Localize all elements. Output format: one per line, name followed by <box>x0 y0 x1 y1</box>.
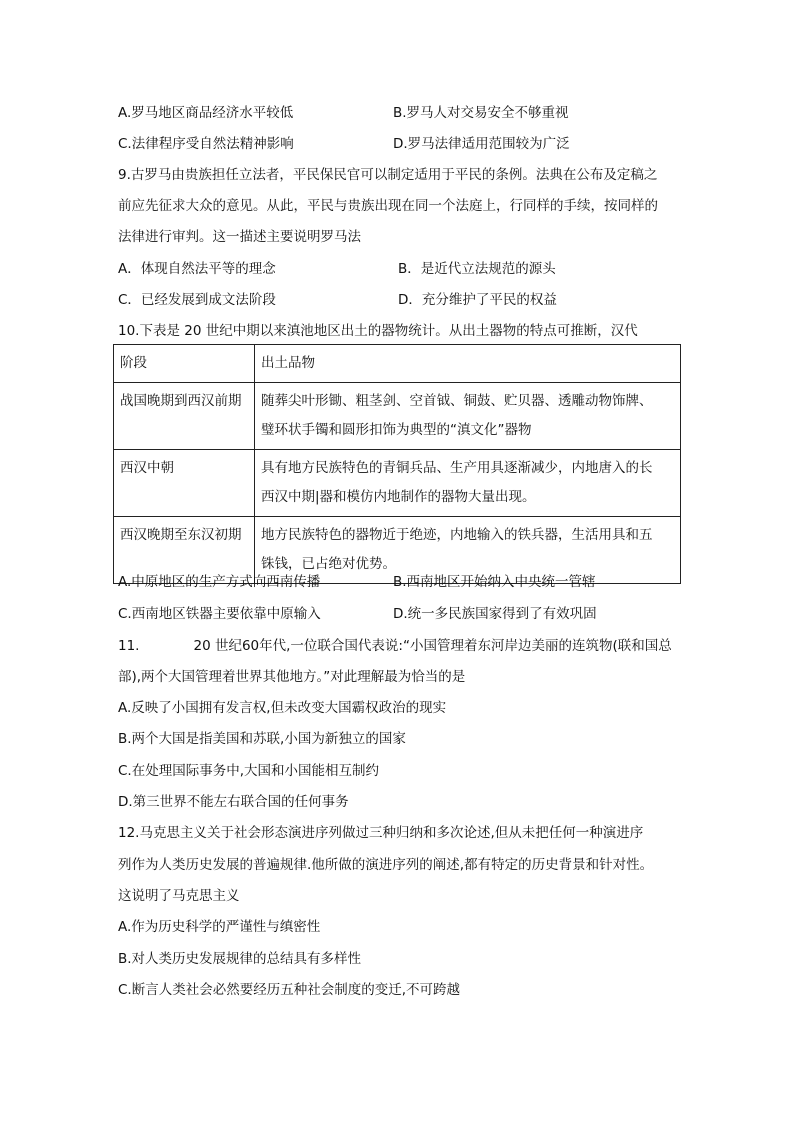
artifact-table <box>113 344 681 584</box>
q9-option-d: D．充分维护了平民的权益 <box>398 292 557 308</box>
table-cell-line: 具有地方民族特色的青铜兵品、生产用具逐渐减少，内地唐入的长 <box>261 460 653 476</box>
q10-option-c: C.西南地区铁器主要依靠中原输入 <box>118 606 321 622</box>
q11-number: 11. <box>118 638 140 654</box>
q12-stem-line-2: 列作为人类历史发展的普遍规律.他所做的演进序列的阐述,都有特定的历史背景和针对性。 <box>118 857 654 873</box>
q10-stem: 10.下表是 20 世纪中期以来滇池地区出土的器物统计。从出土器物的特点可推断，汉代 <box>118 323 638 339</box>
q10-option-d: D.统一多民族国家得到了有效巩固 <box>393 606 597 622</box>
q9-stem-line-3: 法律进行审判。这一描述主要说明罗马法 <box>118 229 361 245</box>
q9-stem-line-1: 9.古罗马由贵族担任立法者，平民保民官可以制定适用于平民的条例。法典在公布及定稿之 <box>118 167 658 183</box>
table-cell-items <box>255 383 681 450</box>
table-row <box>114 450 681 517</box>
q12-option-a: A.作为历史科学的严谨性与缜密性 <box>118 919 321 935</box>
table-cell-period: 西汉中朝 <box>114 450 255 517</box>
q11-option-c: C.在处理国际事务中,大国和小国能相互制约 <box>118 763 380 779</box>
q11-stem-line-1 <box>118 636 672 656</box>
q9-stem-line-2: 前应先征求大众的意见。从此，平民与贵族出现在同一个法庭上，行同样的手续，按同样的 <box>118 198 658 214</box>
q11-option-b: B.两个大国是指美国和苏联,小国为新独立的国家 <box>118 731 406 747</box>
table-header-items: 出土品物 <box>255 345 681 383</box>
q9-option-a: A．体现自然法平等的理念 <box>118 261 276 277</box>
table-cell-line: 铢钱，已占绝对优势。 <box>261 556 396 572</box>
table-cell-line: 随葬尖叶形锄、粗茎剑、空首钺、铜鼓、贮贝器、透雕动物饰牌、 <box>261 393 653 409</box>
q12-option-b: B.对人类历史发展规律的总结具有多样性 <box>118 951 362 967</box>
q11-stem-line-2: 部),两个大国管理着世界其他地方。”对此理解最为恰当的是 <box>118 669 466 685</box>
table-header-row <box>114 345 681 383</box>
q9-option-c: C．已经发展到成文法阶段 <box>118 292 276 308</box>
q10-option-a: A.中原地区的生产方式向西南传播 <box>118 574 321 590</box>
table-cell-period: 战国晚期到西汉前期 <box>114 383 255 450</box>
table-cell-period: 西汉晚期至东汉初期 <box>114 517 255 584</box>
q12-stem-line-1: 12.马克思主义关于社会形态演进序列做过三种归纳和多次论述,但从未把任何一种演进序 <box>118 825 644 841</box>
q12-option-c: C.断言人类社会必然要经历五种社会制度的变迁,不可跨越 <box>118 982 461 998</box>
table-cell-items <box>255 450 681 517</box>
q8-option-b: B.罗马人对交易安全不够重视 <box>393 105 569 121</box>
table-row <box>114 383 681 450</box>
table-cell-line: 璧环状手镯和圆形扣饰为典型的“滇文化”器物 <box>261 422 532 438</box>
table-cell-line: 西汉中期|器和模仿内地制作的器物大量出现。 <box>261 489 536 505</box>
q12-stem-line-3: 这说明了马克思主义 <box>118 888 240 904</box>
q8-option-c: C.法律程序受自然法精神影响 <box>118 136 294 152</box>
q10-option-b: B.西南地区开始纳入中央统一管辖 <box>393 574 596 590</box>
q8-option-a: A.罗马地区商品经济水平较低 <box>118 105 294 121</box>
q11-option-d: D.第三世界不能左右联合国的任何事务 <box>118 794 349 810</box>
q8-option-d: D.罗马法律适用范围较为广泛 <box>393 136 570 152</box>
table-header-period: 阶段 <box>114 345 255 383</box>
q11-option-a: A.反映了小国拥有发言权,但未改变大国霸权政治的现实 <box>118 700 447 716</box>
q11-stem-text: 20 世纪60年代,一位联合国代表说:“小国管理着东河岸边美丽的连筑物(联和国总 <box>193 638 672 654</box>
q9-option-b: B．是近代立法规范的源头 <box>398 261 556 277</box>
table-cell-line: 地方民族特色的器物近于绝迹，内地输入的铁兵器，生活用具和五 <box>261 527 653 543</box>
